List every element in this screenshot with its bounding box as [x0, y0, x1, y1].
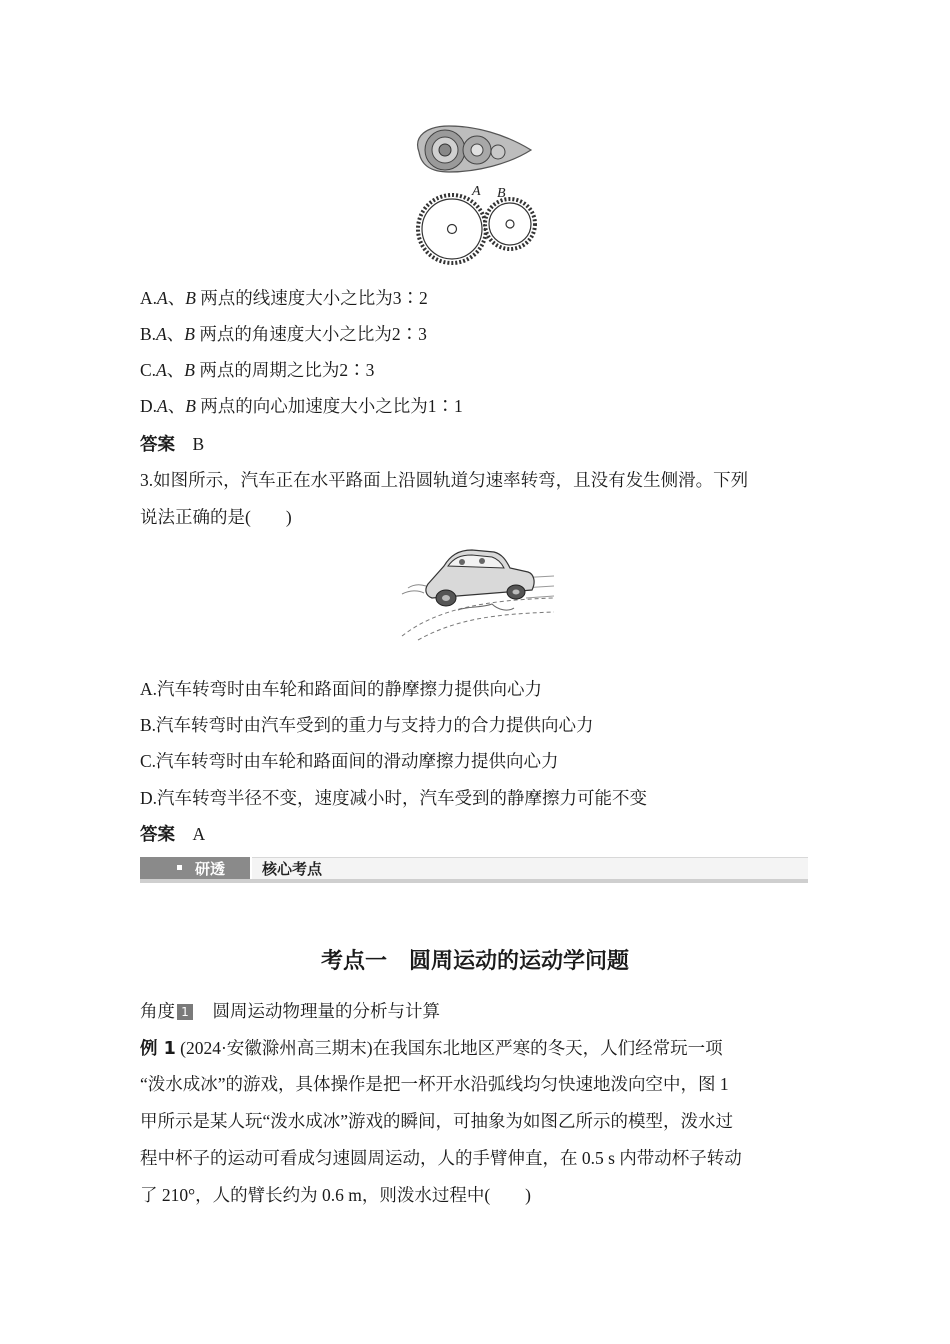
q3-option-d: D.汽车转弯半径不变，速度减小时，汽车受到的静摩擦力可能不变: [140, 788, 648, 808]
example-line-4: 程中杯子的运动可看成匀速圆周运动，人的手臂伸直，在 0.5 s 内带动杯子转动: [140, 1148, 742, 1168]
gear-figure: [405, 120, 545, 270]
q2-option-a: A.A、B 两点的线速度大小之比为3∶2: [140, 288, 428, 308]
q2-answer: 答案 B: [140, 434, 205, 455]
example-line-1: 例 1 (2024·安徽滁州高三期末)在我国东北地区严寒的冬天，人们经常玩一项: [140, 1038, 723, 1059]
point-a-label: A: [472, 184, 481, 199]
banner-underline: [140, 879, 808, 883]
section-title: 考点一 圆周运动的运动学问题: [320, 949, 629, 974]
bullet-icon: [177, 865, 182, 870]
q2-option-d: D.A、B 两点的向心加速度大小之比为1∶1: [140, 396, 463, 416]
q3-stem-line-1: 3.如图所示，汽车正在水平路面上沿圆轨道匀速率转弯，且没有发生侧滑。下列: [140, 470, 749, 490]
banner-title-bar: [252, 857, 808, 880]
banner-tag: 研透: [195, 860, 226, 878]
q3-option-c: C.汽车转弯时由车轮和路面间的滑动摩擦力提供向心力: [140, 751, 559, 771]
example-label: 例 1: [140, 1039, 176, 1059]
banner-title: 核心考点: [262, 860, 323, 878]
q3-answer: 答案 A: [140, 824, 206, 845]
q3-option-b: B.汽车转弯时由汽车受到的重力与支持力的合力提供向心力: [140, 715, 594, 735]
point-b-label: B: [497, 186, 506, 201]
section-banner: [0, 855, 950, 885]
example-line-5: 了 210°，人的臂长约为 0.6 m，则泼水过程中( ): [140, 1185, 532, 1205]
q2-option-c: C.A、B 两点的周期之比为2∶3: [140, 360, 375, 380]
car-figure: [398, 538, 558, 642]
q2-option-b: B.A、B 两点的角速度大小之比为2∶3: [140, 324, 427, 344]
q3-option-a: A.汽车转弯时由车轮和路面间的静摩擦力提供向心力: [140, 679, 543, 699]
angle-heading: 角度 1 圆周运动物理量的分析与计算: [140, 1001, 440, 1021]
example-line-3: 甲所示是某人玩“泼水成冰”游戏的瞬间，可抽象为如图乙所示的模型，泼水过: [140, 1111, 734, 1131]
q3-stem-line-2: 说法正确的是( ): [140, 507, 292, 527]
angle-number-badge: 1: [177, 1004, 193, 1020]
example-line-2: “泼水成冰”的游戏，具体操作是把一杯开水沿弧线均匀快速地泼向空中，图 1: [140, 1074, 729, 1094]
